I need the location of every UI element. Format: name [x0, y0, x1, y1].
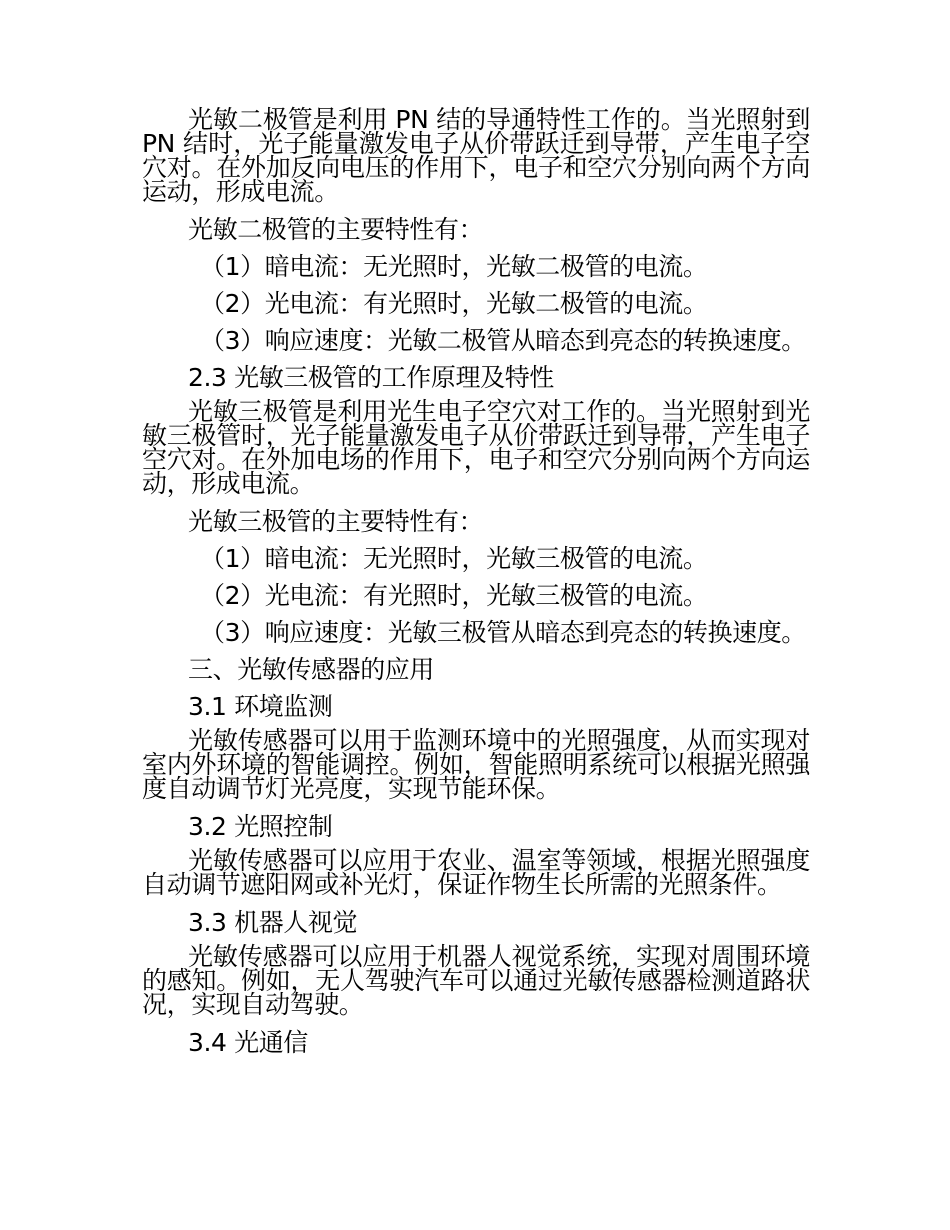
paragraph-robot-vision: 光敏传感器可以应用于机器人视觉系统，实现对周围环境的感知。例如，无人驾驶汽车可以通过光敏传感器检测道路状况，实现自动驾驶。: [142, 942, 810, 1019]
document-body: [142, 105, 810, 1065]
paragraph-phototransistor-principle: 光敏三极管是利用光生电子空穴对工作的。当光照射到光敏三极管时，光子能量激发电子从价带跃迁到导带，产生电子空穴对。在外加电场的作用下，电子和空穴分别向两个方向运动，形成电流。: [142, 397, 810, 498]
paragraph-environment-monitoring: 光敏传感器可以用于监测环境中的光照强度，从而实现对室内外环境的智能调控。例如，智能照明系统可以根据光照强度自动调节灯光亮度，实现节能环保。: [142, 726, 810, 803]
list-item-phototransistor-response-speed: （3）响应速度：光敏三极管从暗态到亮态的转换速度。: [200, 618, 806, 647]
list-item-photodiode-photocurrent: （2）光电流：有光照时，光敏二极管的电流。: [200, 289, 708, 318]
section-heading-3-4: 3.4 光通信: [188, 1028, 308, 1057]
section-heading-2-3: 2.3 光敏三极管的工作原理及特性: [188, 363, 554, 392]
section-heading-3-2: 3.2 光照控制: [188, 812, 333, 841]
section-heading-3-1: 3.1 环境监测: [188, 692, 333, 721]
paragraph-light-control: 光敏传感器可以应用于农业、温室等领域，根据光照强度自动调节遮阳网或补光灯，保证作物生长所需的光照条件。: [142, 846, 810, 899]
section-heading-3-3: 3.3 机器人视觉: [188, 908, 358, 937]
section-heading-3: 三、光敏传感器的应用: [188, 655, 435, 684]
heading-phototransistor-characteristics: 光敏三极管的主要特性有：: [188, 507, 484, 536]
paragraph-photodiode-principle: 光敏二极管是利用 PN 结的导通特性工作的。当光照射到 PN 结时，光子能量激发电子从价带跃迁到导带，产生电子空穴对。在外加反向电压的作用下，电子和空穴分别向两个方向运动，形成电流。: [142, 105, 810, 206]
list-item-photodiode-dark-current: （1）暗电流：无光照时，光敏二极管的电流。: [200, 252, 708, 281]
list-item-photodiode-response-speed: （3）响应速度：光敏二极管从暗态到亮态的转换速度。: [200, 326, 806, 355]
heading-photodiode-characteristics: 光敏二极管的主要特性有：: [188, 215, 484, 244]
list-item-phototransistor-photocurrent: （2）光电流：有光照时，光敏三极管的电流。: [200, 581, 708, 610]
list-item-phototransistor-dark-current: （1）暗电流：无光照时，光敏三极管的电流。: [200, 544, 708, 573]
